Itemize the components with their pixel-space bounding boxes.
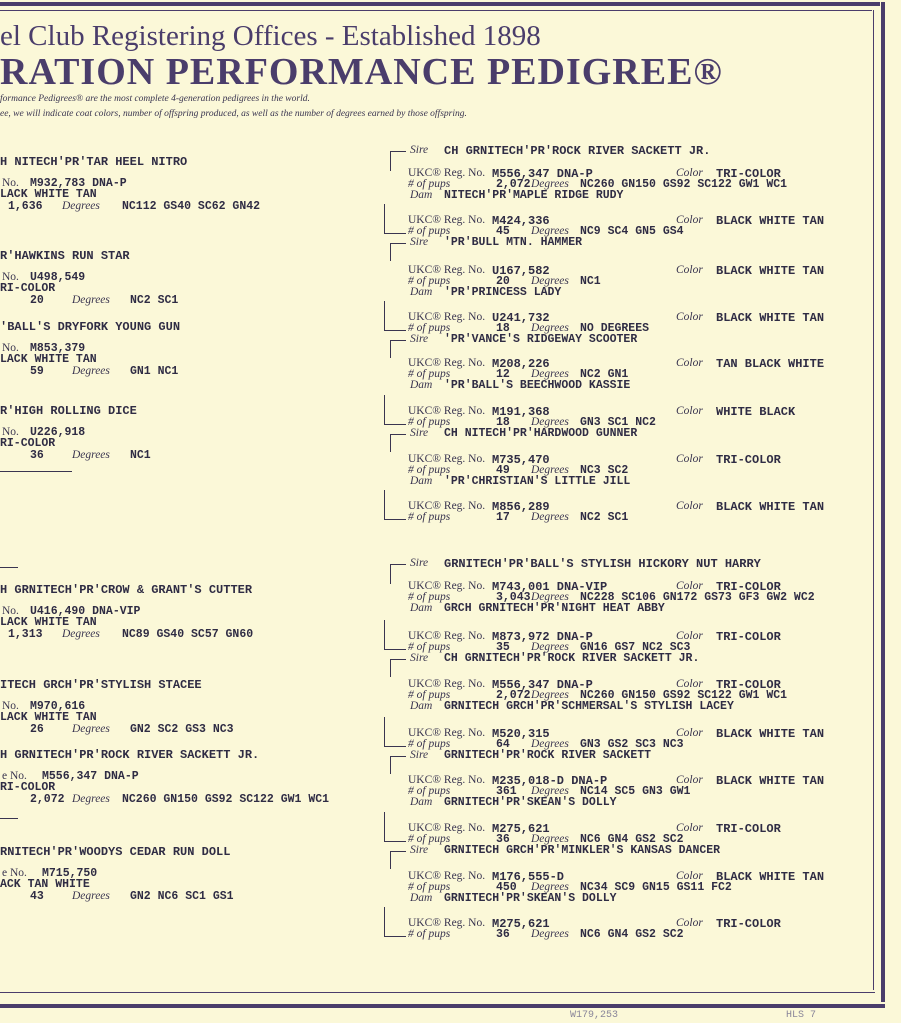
sire-bracket-vertical: [390, 151, 391, 171]
sire-bracket: [390, 243, 406, 244]
sire-bracket-vertical: [390, 434, 391, 452]
left-dog-name: H NITECH'PR'TAR HEEL NITRO: [0, 155, 188, 169]
sire-name: CH GRNITECH'PR'ROCK RIVER SACKETT JR.: [444, 144, 711, 158]
coat-color: TRI-COLOR: [716, 167, 781, 181]
dam-label: Dam: [410, 189, 433, 201]
dam-bracket: [384, 936, 406, 937]
dam-label: Dam: [410, 379, 433, 391]
dam-name: GRCH GRNITECH'PR'NIGHT HEAT ABBY: [444, 602, 665, 615]
footer-code: HLS 7: [786, 1010, 817, 1021]
color-label: Color: [676, 167, 703, 179]
left-reg-number: U416,490 DNA-VIP: [30, 605, 141, 618]
degrees-label: Degrees: [72, 365, 110, 377]
degrees-earned: GN16 GS7 NC2 SC3: [580, 641, 691, 654]
sire-name: 'PR'VANCE'S RIDGEWAY SCOOTER: [444, 333, 638, 346]
ukc-reg-label: UKC® Reg. No.: [408, 870, 486, 882]
pups-label: # of pups: [408, 178, 451, 190]
sire-bracket-vertical: [390, 564, 391, 584]
dam-bracket-vertical: [384, 395, 385, 425]
sire-bracket-vertical: [390, 851, 391, 869]
degrees-label: Degrees: [531, 738, 569, 750]
pups-count: 45: [496, 225, 510, 238]
reg-label: No.: [2, 426, 19, 438]
coat-color: TRI-COLOR: [716, 917, 781, 931]
pups-label: # of pups: [408, 689, 451, 701]
pups-count: 64: [496, 738, 510, 751]
left-dog-name: H GRNITECH'PR'ROCK RIVER SACKETT JR.: [0, 748, 260, 762]
sire-bracket: [390, 151, 406, 152]
header-title: RATION PERFORMANCE PEDIGREE®: [0, 51, 723, 93]
left-pups: 59: [30, 365, 44, 378]
ukc-reg-label: UKC® Reg. No.: [408, 822, 486, 834]
color-label: Color: [676, 311, 703, 323]
pups-count: 18: [496, 322, 510, 335]
pups-count: 450: [496, 881, 517, 894]
sire-name: GRNITECH'PR'BALL'S STYLISH HICKORY NUT HARRY: [444, 557, 761, 571]
reg-number: M275,621: [492, 917, 550, 931]
reg-number: M856,289: [492, 500, 550, 514]
left-pups: 36: [30, 449, 44, 462]
pups-count: 3,043: [496, 591, 531, 604]
degrees-earned: GN3 GS2 SC3 NC3: [580, 738, 684, 751]
pups-count: 12: [496, 368, 510, 381]
coat-color: BLACK WHITE TAN: [716, 311, 825, 325]
dam-bracket: [384, 519, 406, 520]
degrees-label: Degrees: [531, 322, 569, 334]
footer-reg-number: W179,253: [570, 1010, 619, 1021]
border-right-outer: [881, 2, 885, 1002]
left-pups: 20: [30, 294, 44, 307]
left-underline-3: [0, 818, 18, 819]
degrees-earned: NC9 SC4 GN5 GS4: [580, 225, 684, 238]
sire-bracket-vertical: [390, 340, 391, 358]
sire-bracket: [390, 851, 406, 852]
degrees-label: Degrees: [531, 275, 569, 287]
coat-color: BLACK WHITE TAN: [716, 870, 825, 884]
pups-label: # of pups: [408, 833, 451, 845]
dam-bracket: [384, 841, 406, 842]
degrees-label: Degrees: [72, 793, 110, 805]
dam-name: NITECH'PR'MAPLE RIDGE RUDY: [444, 189, 624, 202]
pups-count: 18: [496, 416, 510, 429]
ukc-reg-label: UKC® Reg. No.: [408, 580, 486, 592]
coat-color: WHITE BLACK: [716, 405, 796, 419]
left-reg-number: M853,379: [30, 342, 86, 355]
left-coat-color: ACK TAN WHITE: [0, 878, 90, 891]
left-dog-name: R'HAWKINS RUN STAR: [0, 249, 130, 263]
pups-label: # of pups: [408, 641, 451, 653]
degrees-label: Degrees: [531, 689, 569, 701]
color-label: Color: [676, 917, 703, 929]
dam-bracket: [384, 649, 406, 650]
dam-bracket: [384, 330, 406, 331]
coat-color: BLACK WHITE TAN: [716, 774, 825, 788]
pups-label: # of pups: [408, 785, 451, 797]
left-underline-2: [0, 567, 18, 568]
dam-name: GRNITECH GRCH'PR'SCHMERSAL'S STYLISH LACEY: [444, 700, 734, 713]
ukc-reg-label: UKC® Reg. No.: [408, 453, 486, 465]
border-bottom-outer: [0, 1004, 885, 1008]
coat-color: TRI-COLOR: [716, 580, 781, 594]
border-top-outer: [0, 2, 880, 6]
reg-number: M424,336: [492, 214, 550, 228]
ukc-reg-label: UKC® Reg. No.: [408, 630, 486, 642]
coat-color: TRI-COLOR: [716, 822, 781, 836]
dam-label: Dam: [410, 796, 433, 808]
left-coat-color: RI-COLOR: [0, 282, 56, 295]
color-label: Color: [676, 774, 703, 786]
dam-bracket: [384, 233, 406, 234]
left-degrees: NC112 GS40 SC62 GN42: [122, 200, 261, 213]
left-coat-color: RI-COLOR: [0, 781, 56, 794]
border-right-inner: [873, 10, 874, 990]
header-note-1: formance Pedigrees® are the most complete 4-generation pedigrees in the world.: [0, 94, 310, 104]
coat-color: TRI-COLOR: [716, 630, 781, 644]
sire-bracket: [390, 434, 406, 435]
left-degrees: NC2 SC1: [130, 294, 179, 307]
dam-label: Dam: [410, 700, 433, 712]
degrees-label: Degrees: [531, 785, 569, 797]
pups-label: # of pups: [408, 322, 451, 334]
color-label: Color: [676, 500, 703, 512]
sire-label: Sire: [410, 652, 429, 664]
border-top-inner: [0, 10, 872, 11]
dam-bracket-vertical: [384, 301, 385, 331]
sire-label: Sire: [410, 749, 429, 761]
degrees-label: Degrees: [72, 294, 110, 306]
dam-label: Dam: [410, 892, 433, 904]
pups-label: # of pups: [408, 225, 451, 237]
pups-count: 49: [496, 464, 510, 477]
degrees-earned: NC3 SC2: [580, 464, 629, 477]
degrees-label: Degrees: [72, 449, 110, 461]
left-underline-1: [0, 471, 72, 472]
degrees-label: Degrees: [62, 628, 100, 640]
sire-bracket-vertical: [390, 243, 391, 261]
left-degrees: GN2 NC6 SC1 GS1: [130, 890, 234, 903]
sire-name: CH GRNITECH'PR'ROCK RIVER SACKETT JR.: [444, 652, 700, 665]
degrees-label: Degrees: [72, 723, 110, 735]
left-reg-number: M970,616: [30, 700, 86, 713]
pups-label: # of pups: [408, 511, 451, 523]
color-label: Color: [676, 727, 703, 739]
dam-name: 'PR'BALL'S BEECHWOOD KASSIE: [444, 379, 631, 392]
left-reg-number: M932,783 DNA-P: [30, 177, 127, 190]
degrees-earned: NC34 SC9 GN15 GS11 FC2: [580, 881, 732, 894]
dam-name: GRNITECH'PR'SKEAN'S DOLLY: [444, 796, 617, 809]
degrees-earned: NC260 GN150 GS92 SC122 GW1 WC1: [580, 689, 788, 702]
left-pups: 43: [30, 890, 44, 903]
color-label: Color: [676, 580, 703, 592]
pups-count: 361: [496, 785, 517, 798]
color-label: Color: [676, 822, 703, 834]
reg-label: No.: [2, 342, 19, 354]
degrees-label: Degrees: [62, 200, 100, 212]
degrees-label: Degrees: [531, 178, 569, 190]
coat-color: BLACK WHITE TAN: [716, 214, 825, 228]
reg-number: U241,732: [492, 311, 550, 325]
pups-count: 20: [496, 275, 510, 288]
dam-bracket: [384, 746, 406, 747]
dam-name: GRNITECH'PR'SKEAN'S DOLLY: [444, 892, 617, 905]
border-bottom-inner: [0, 992, 875, 993]
degrees-earned: GN3 SC1 NC2: [580, 416, 656, 429]
left-degrees: NC89 GS40 SC57 GN60: [122, 628, 254, 641]
color-label: Color: [676, 405, 703, 417]
pups-count: 36: [496, 833, 510, 846]
dam-bracket: [384, 424, 406, 425]
pups-label: # of pups: [408, 928, 451, 940]
pups-label: # of pups: [408, 591, 451, 603]
pups-label: # of pups: [408, 368, 451, 380]
coat-color: TRI-COLOR: [716, 453, 781, 467]
dam-label: Dam: [410, 475, 433, 487]
ukc-reg-label: UKC® Reg. No.: [408, 264, 486, 276]
ukc-reg-label: UKC® Reg. No.: [408, 917, 486, 929]
reg-number: M275,621: [492, 822, 550, 836]
ukc-reg-label: UKC® Reg. No.: [408, 500, 486, 512]
left-degrees: NC260 GN150 GS92 SC122 GW1 WC1: [122, 793, 330, 806]
pups-label: # of pups: [408, 464, 451, 476]
ukc-reg-label: UKC® Reg. No.: [408, 405, 486, 417]
left-dog-name: RNITECH'PR'WOODYS CEDAR RUN DOLL: [0, 845, 231, 859]
degrees-label: Degrees: [531, 416, 569, 428]
color-label: Color: [676, 453, 703, 465]
degrees-earned: NC1: [580, 275, 601, 288]
sire-bracket: [390, 564, 406, 565]
ukc-reg-label: UKC® Reg. No.: [408, 311, 486, 323]
dam-bracket-vertical: [384, 620, 385, 650]
left-pups: 1,313: [8, 628, 43, 641]
sire-bracket: [390, 659, 406, 660]
reg-label: e No.: [2, 770, 27, 782]
left-dog-name: H GRNITECH'PR'CROW & GRANT'S CUTTER: [0, 583, 253, 597]
header-note-2: ee, we will indicate coat colors, number of offspring produced, as well as the number of degrees earned by those offspring.: [0, 109, 467, 119]
sire-label: Sire: [410, 844, 429, 856]
sire-label: Sire: [410, 144, 429, 156]
degrees-label: Degrees: [531, 928, 569, 940]
degrees-earned: NC260 GN150 GS92 SC122 GW1 WC1: [580, 178, 788, 191]
reg-number: M191,368: [492, 405, 550, 419]
reg-label: No.: [2, 700, 19, 712]
reg-label: No.: [2, 177, 19, 189]
color-label: Color: [676, 264, 703, 276]
left-pups: 1,636: [8, 200, 43, 213]
dam-label: Dam: [410, 286, 433, 298]
left-coat-color: RI-COLOR: [0, 437, 56, 450]
reg-number: U167,582: [492, 264, 550, 278]
degrees-label: Degrees: [531, 511, 569, 523]
degrees-earned: NC14 SC5 GN3 GW1: [580, 785, 691, 798]
left-reg-number: M715,750: [42, 867, 98, 880]
ukc-reg-label: UKC® Reg. No.: [408, 214, 486, 226]
pups-label: # of pups: [408, 275, 451, 287]
sire-name: 'PR'BULL MTN. HAMMER: [444, 236, 583, 249]
degrees-label: Degrees: [531, 368, 569, 380]
left-coat-color: LACK WHITE TAN: [0, 188, 97, 201]
sire-name: GRNITECH'PR'ROCK RIVER SACKETT: [444, 749, 652, 762]
sire-bracket: [390, 340, 406, 341]
left-coat-color: LACK WHITE TAN: [0, 711, 97, 724]
pups-count: 2,072: [496, 689, 531, 702]
sire-bracket-vertical: [390, 756, 391, 774]
degrees-label: Degrees: [72, 890, 110, 902]
coat-color: TRI-COLOR: [716, 678, 781, 692]
dam-bracket-vertical: [384, 490, 385, 520]
left-reg-number: U498,549: [30, 271, 86, 284]
sire-label: Sire: [410, 333, 429, 345]
dam-name: 'PR'CHRISTIAN'S LITTLE JILL: [444, 475, 631, 488]
reg-number: M735,470: [492, 453, 550, 467]
degrees-label: Degrees: [531, 225, 569, 237]
sire-label: Sire: [410, 557, 429, 569]
degrees-label: Degrees: [531, 833, 569, 845]
left-pups: 26: [30, 723, 44, 736]
degrees-label: Degrees: [531, 591, 569, 603]
reg-label: No.: [2, 605, 19, 617]
reg-number: M556,347 DNA-P: [492, 678, 593, 692]
pups-label: # of pups: [408, 738, 451, 750]
ukc-reg-label: UKC® Reg. No.: [408, 357, 486, 369]
dam-label: Dam: [410, 602, 433, 614]
dam-bracket-vertical: [384, 812, 385, 842]
pups-label: # of pups: [408, 416, 451, 428]
header-club-line: el Club Registering Offices - Established 1898: [0, 20, 541, 52]
dam-bracket-vertical: [384, 717, 385, 747]
sire-bracket-vertical: [390, 659, 391, 677]
coat-color: TAN BLACK WHITE: [716, 357, 825, 371]
color-label: Color: [676, 357, 703, 369]
left-dog-name: ITECH GRCH'PR'STYLISH STACEE: [0, 678, 202, 692]
left-reg-number: M556,347 DNA-P: [42, 770, 139, 783]
reg-label: No.: [2, 271, 19, 283]
degrees-label: Degrees: [531, 464, 569, 476]
degrees-earned: NO DEGREES: [580, 322, 650, 335]
ukc-reg-label: UKC® Reg. No.: [408, 678, 486, 690]
degrees-label: Degrees: [531, 881, 569, 893]
sire-label: Sire: [410, 427, 429, 439]
reg-number: M208,226: [492, 357, 550, 371]
dam-name: 'PR'PRINCESS LADY: [444, 286, 562, 299]
coat-color: BLACK WHITE TAN: [716, 264, 825, 278]
coat-color: BLACK WHITE TAN: [716, 727, 825, 741]
left-coat-color: LACK WHITE TAN: [0, 616, 97, 629]
pups-count: 2,072: [496, 178, 531, 191]
pups-count: 35: [496, 641, 510, 654]
degrees-label: Degrees: [531, 641, 569, 653]
sire-bracket: [390, 756, 406, 757]
color-label: Color: [676, 678, 703, 690]
left-degrees: GN2 SC2 GS3 NC3: [130, 723, 234, 736]
coat-color: BLACK WHITE TAN: [716, 500, 825, 514]
reg-number: M556,347 DNA-P: [492, 167, 593, 181]
reg-number: M176,555-D: [492, 870, 565, 884]
reg-number: M520,315: [492, 727, 550, 741]
color-label: Color: [676, 630, 703, 642]
dam-bracket-vertical: [384, 907, 385, 937]
sire-name: GRNITECH GRCH'PR'MINKLER'S KANSAS DANCER: [444, 844, 721, 857]
pups-count: 36: [496, 928, 510, 941]
degrees-earned: NC228 SC106 GN172 GS73 GF3 GW2 WC2: [580, 591, 815, 604]
degrees-earned: NC2 SC1: [580, 511, 629, 524]
degrees-earned: NC6 GN4 GS2 SC2: [580, 928, 684, 941]
left-dog-name: 'BALL'S DRYFORK YOUNG GUN: [0, 320, 181, 334]
color-label: Color: [676, 214, 703, 226]
left-coat-color: LACK WHITE TAN: [0, 353, 97, 366]
color-label: Color: [676, 870, 703, 882]
left-degrees: GN1 NC1: [130, 365, 179, 378]
sire-label: Sire: [410, 236, 429, 248]
ukc-reg-label: UKC® Reg. No.: [408, 167, 486, 179]
left-pups: 2,072: [30, 793, 65, 806]
left-reg-number: U226,918: [30, 426, 86, 439]
sire-name: CH NITECH'PR'HARDWOOD GUNNER: [444, 427, 638, 440]
ukc-reg-label: UKC® Reg. No.: [408, 774, 486, 786]
reg-number: M743,001 DNA-VIP: [492, 580, 608, 594]
reg-number: M235,018-D DNA-P: [492, 774, 608, 788]
degrees-earned: NC6 GN4 GS2 SC2: [580, 833, 684, 846]
pups-label: # of pups: [408, 881, 451, 893]
reg-number: M873,972 DNA-P: [492, 630, 593, 644]
left-degrees: NC1: [130, 449, 151, 462]
pups-count: 17: [496, 511, 510, 524]
ukc-reg-label: UKC® Reg. No.: [408, 727, 486, 739]
left-dog-name: R'HIGH ROLLING DICE: [0, 404, 137, 418]
reg-label: e No.: [2, 867, 27, 879]
dam-bracket-vertical: [384, 204, 385, 234]
degrees-earned: NC2 GN1: [580, 368, 629, 381]
